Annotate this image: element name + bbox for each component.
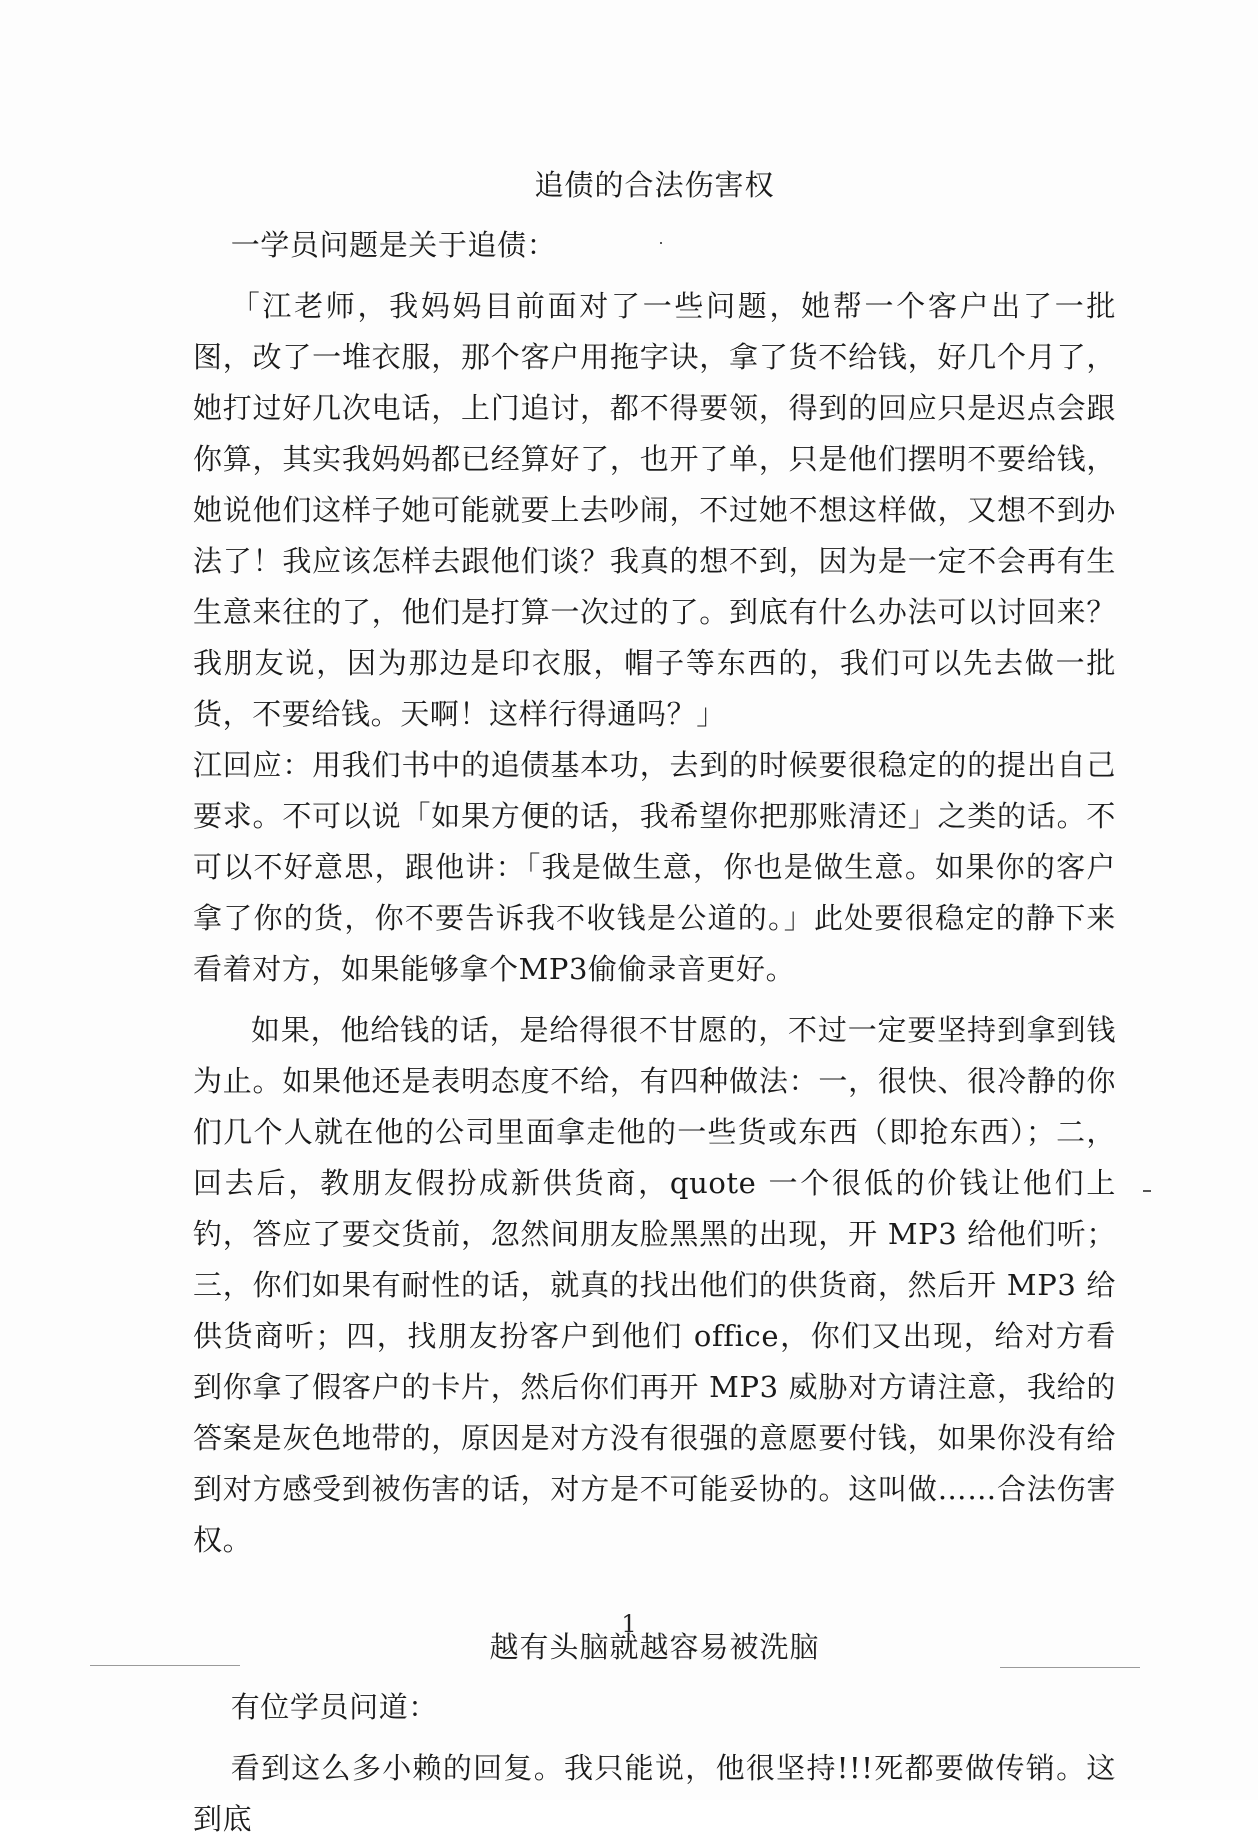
intro-line: 一学员问题是关于追债： — [230, 228, 557, 262]
section-title-debt-collection: 追债的合法伤害权 — [534, 168, 775, 202]
scan-edge-line — [90, 1665, 240, 1666]
spacer — [193, 1733, 1116, 1743]
page-number: 1 — [621, 1610, 637, 1638]
intro-line-2: 有位学员问道： — [230, 1690, 438, 1724]
four-methods-paragraph: 如果，他给钱的话，是给得很不甘愿的，不过一定要坚持到拿到钱为止。如果他还是表明态度不给，有四种做法：一，很快、很冷静的你们几个人就在他的公司里面拿走他的一些货或东西（即抢东西）；二，回去后，教朋友假扮成新供货商，quote 一个很低的价钱让他们上钓，答应了要交货前，忽然间朋友脸黑黑的出现，开 MP3 给他们听；三，你们如果有耐性的话，就真的找出他们的供货商，然后开 MP3 给供货商听；四，找朋友扮客户到他们 office，你们又出现，给对方看到你拿了假客户的卡片，然后你们再开 MP3 威胁对方请注意，我给的答案是灰色地带的，原因是对方没有很强的意愿要付钱，如果你没有给到对方感受到被伤害的话，对方是不可能妥协的。这叫做……合法伤害权。 — [193, 1013, 1116, 1557]
spacer — [193, 1672, 1116, 1682]
scan-speck — [660, 242, 662, 244]
section-title-brainwash: 越有头脑就越容易被洗脑 — [489, 1630, 820, 1664]
student-question-paragraph: 「江老师，我妈妈目前面对了一些问题，她帮一个客户出了一批图，改了一堆衣服，那个客户用拖字诀，拿了货不给钱，好几个月了，她打过好几次电话，上门追讨，都不得要领，得到的回应只是迟点会跟你算，其实我妈妈都已经算好了，也开了单，只是他们摆明不要给钱，她说他们这样子她可能就要上去吵闹，不过她不想这样做，又想不到办法了！我应该怎样去跟他们谈？我真的想不到，因为是一定不会再有生生意来往的了，他们是打算一次过的了。到底有什么办法可以讨回来？我朋友说，因为那边是印衣服，帽子等东西的，我们可以先去做一批货，不要给钱。天啊！这样行得通吗？」 — [193, 289, 1116, 731]
teacher-answer-paragraph: 江回应：用我们书中的追债基本功，去到的时候要很稳定的的提出自己要求。不可以说「如果方便的话，我希望你把那账清还」之类的话。不可以不好意思，跟他讲：「我是做生意，你也是做生意。如果你的客户拿了你的货，你不要告诉我不收钱是公道的。」此处要很稳定的静下来看着对方，如果能够拿个MP3偷偷录音更好。 — [193, 748, 1116, 986]
page-content — [193, 160, 1116, 1845]
spacer — [193, 1566, 1116, 1612]
brainwash-paragraph: 看到这么多小赖的回复。我只能说，他很坚持!!!死都要做传销。这到底 — [193, 1751, 1116, 1836]
scan-edge-line — [1000, 1667, 1140, 1668]
spacer — [193, 210, 1116, 220]
spacer — [193, 995, 1116, 1005]
spacer — [193, 271, 1116, 281]
scan-speck — [1143, 1190, 1151, 1192]
